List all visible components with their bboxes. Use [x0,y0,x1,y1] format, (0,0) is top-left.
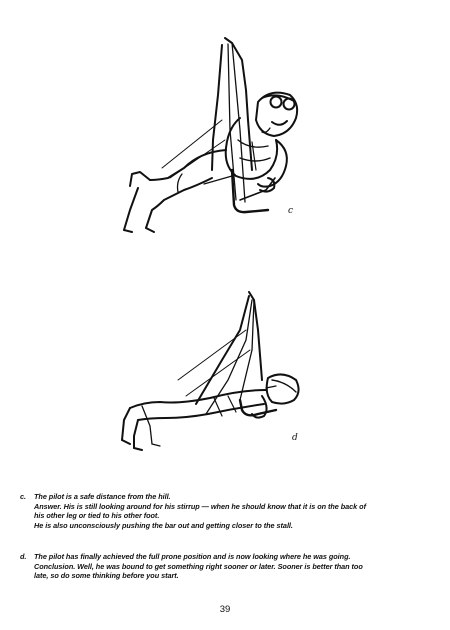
caption-d-line-3: late, so do some thinking before you start. [34,571,179,581]
caption-c-line-2: Answer. His is still looking around for his stirrup — when he should know that it is on the back of [34,501,366,511]
pilot-prone-illustration [122,292,299,450]
caption-c-line-3: his other leg or tied to his other foot. [34,511,160,521]
caption-c-line-1: The pilot is a safe distance from the hill. [34,492,171,501]
figure-label-c: c [288,206,294,216]
pilot-seated-illustration [124,38,297,232]
caption-c-label: c. [20,492,26,501]
caption-d-line-1: The pilot has finally achieved the full prone position and is now looking where he was going. [34,552,351,561]
caption-c [20,492,438,530]
caption-c-line-4: He is also unconsciously pushing the bar out and getting closer to the stall. [34,520,293,530]
caption-d [20,552,438,581]
page-number: 39 [219,604,231,615]
caption-d-line-2: Conclusion. Well, he was bound to get something right sooner or later. Sooner is better than too [34,561,363,571]
caption-d-label: d. [20,552,27,561]
figure-label-d: d [292,433,298,443]
